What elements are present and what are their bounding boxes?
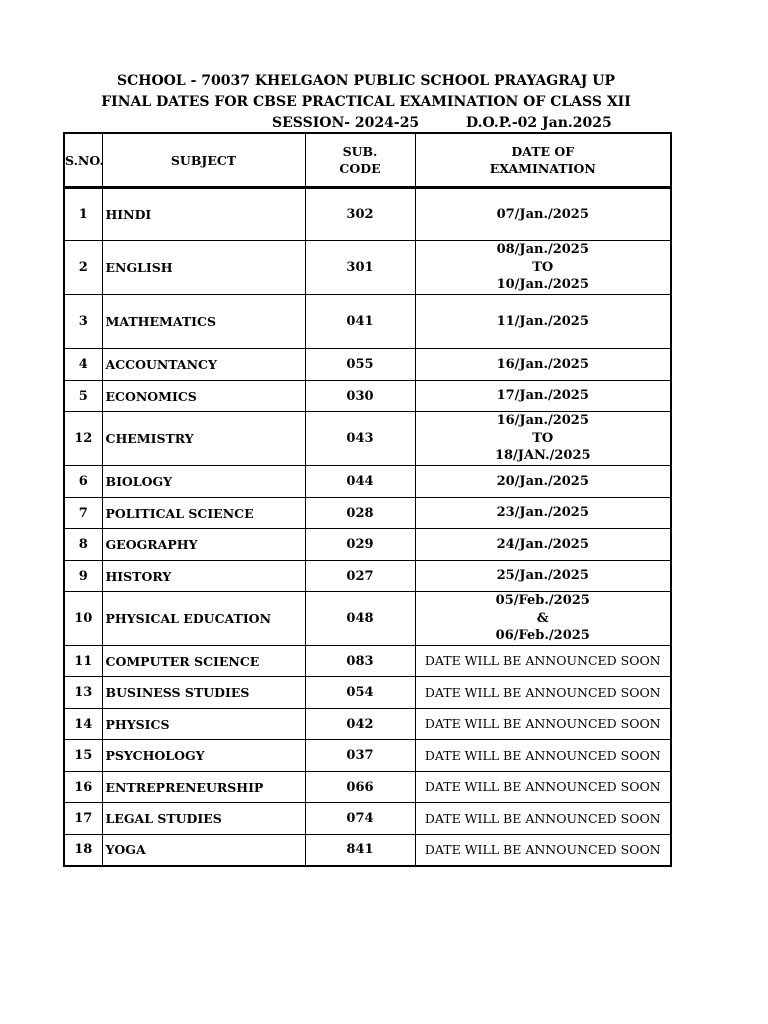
row-subject: LEGAL STUDIES	[102, 803, 305, 835]
row-date	[415, 677, 671, 709]
exam-schedule-table	[63, 132, 672, 867]
row-date	[415, 561, 671, 592]
row-subject: PSYCHOLOGY	[102, 740, 305, 772]
session-text: SESSION- 2024-25	[272, 115, 420, 131]
row-subject: BIOLOGY	[102, 466, 305, 498]
row-date-line: &	[536, 610, 549, 626]
row-code: 066	[305, 772, 415, 803]
table-row	[64, 803, 671, 835]
table-row	[64, 349, 671, 381]
col-header-sno: S.NO.	[64, 133, 102, 188]
row-date	[415, 740, 671, 772]
row-code: 048	[305, 592, 415, 646]
row-code: 074	[305, 803, 415, 835]
row-date-line: 06/Feb./2025	[495, 628, 590, 644]
row-date-line: TO	[532, 259, 554, 275]
col-header-code	[305, 133, 415, 188]
row-subject: PHYSICS	[102, 709, 305, 740]
row-date-line: DATE WILL BE ANNOUNCED SOON	[424, 779, 661, 795]
row-date	[415, 188, 671, 241]
row-sno: 9	[64, 561, 102, 592]
row-date-line: 17/Jan./2025	[496, 388, 589, 404]
col-header-date	[415, 133, 671, 188]
school-title: SCHOOL - 70037 KHELGAON PUBLIC SCHOOL PRAYAGRAJ UP	[117, 73, 615, 89]
table-row	[64, 498, 671, 529]
table-row	[64, 466, 671, 498]
row-code: 301	[305, 241, 415, 295]
row-date	[415, 349, 671, 381]
row-code: 029	[305, 529, 415, 561]
row-date-line: 24/Jan./2025	[496, 536, 589, 552]
table-row	[64, 561, 671, 592]
table-row	[64, 677, 671, 709]
row-date	[415, 498, 671, 529]
row-code: 054	[305, 677, 415, 709]
row-date-line: 08/Jan./2025	[496, 242, 589, 258]
row-date-line: DATE WILL BE ANNOUNCED SOON	[424, 810, 661, 826]
col-header-code-line2: CODE	[339, 161, 381, 176]
row-date	[415, 646, 671, 677]
row-subject: POLITICAL SCIENCE	[102, 498, 305, 529]
row-date	[415, 241, 671, 295]
row-sno: 6	[64, 466, 102, 498]
dop-text: D.O.P.-02 Jan.2025	[466, 115, 612, 131]
row-subject: MATHEMATICS	[102, 295, 305, 349]
table-row	[64, 295, 671, 349]
row-subject: HINDI	[102, 188, 305, 241]
row-subject: GEOGRAPHY	[102, 529, 305, 561]
row-subject: PHYSICAL EDUCATION	[102, 592, 305, 646]
row-code: 041	[305, 295, 415, 349]
row-date-line: DATE WILL BE ANNOUNCED SOON	[424, 653, 661, 669]
row-date-line: 20/Jan./2025	[496, 473, 589, 489]
row-sno: 10	[64, 592, 102, 646]
row-sno: 2	[64, 241, 102, 295]
table-row	[64, 529, 671, 561]
row-date-line: 25/Jan./2025	[496, 568, 589, 584]
row-date	[415, 772, 671, 803]
row-sno: 3	[64, 295, 102, 349]
row-date-line: DATE WILL BE ANNOUNCED SOON	[424, 747, 661, 763]
row-date-line: 16/Jan./2025	[496, 413, 589, 429]
row-subject: HISTORY	[102, 561, 305, 592]
row-date	[415, 803, 671, 835]
col-header-subject: SUBJECT	[102, 133, 305, 188]
row-subject: ACCOUNTANCY	[102, 349, 305, 381]
table-row	[64, 188, 671, 241]
col-header-date-line2: EXAMINATION	[489, 161, 596, 176]
row-date	[415, 412, 671, 466]
row-subject: ENGLISH	[102, 241, 305, 295]
col-header-date-line1: DATE OF	[511, 144, 575, 159]
row-sno: 14	[64, 709, 102, 740]
row-subject: CHEMISTRY	[102, 412, 305, 466]
table-row	[64, 381, 671, 412]
row-date	[415, 295, 671, 349]
table-row	[64, 772, 671, 803]
exam-title: FINAL DATES FOR CBSE PRACTICAL EXAMINATION OF CLASS XII	[101, 94, 631, 110]
table-row	[64, 646, 671, 677]
row-date	[415, 835, 671, 866]
row-code: 043	[305, 412, 415, 466]
row-sno: 13	[64, 677, 102, 709]
row-sno: 1	[64, 188, 102, 241]
table-row	[64, 709, 671, 740]
table-row	[64, 740, 671, 772]
row-sno: 11	[64, 646, 102, 677]
row-sno: 15	[64, 740, 102, 772]
row-sno: 7	[64, 498, 102, 529]
row-code: 302	[305, 188, 415, 241]
row-sno: 17	[64, 803, 102, 835]
table-row	[64, 241, 671, 295]
row-date	[415, 529, 671, 561]
row-date-line: 10/Jan./2025	[496, 277, 589, 293]
row-sno: 18	[64, 835, 102, 866]
row-code: 841	[305, 835, 415, 866]
row-date-line: 07/Jan./2025	[496, 206, 589, 222]
row-code: 028	[305, 498, 415, 529]
row-code: 055	[305, 349, 415, 381]
row-code: 083	[305, 646, 415, 677]
row-date-line: 23/Jan./2025	[496, 505, 589, 521]
row-sno: 16	[64, 772, 102, 803]
row-date	[415, 381, 671, 412]
row-sno: 8	[64, 529, 102, 561]
row-date-line: TO	[532, 430, 554, 446]
row-date-line: 05/Feb./2025	[495, 593, 590, 609]
row-sno: 4	[64, 349, 102, 381]
row-code: 030	[305, 381, 415, 412]
row-date-line: 11/Jan./2025	[496, 313, 589, 329]
row-date	[415, 709, 671, 740]
row-code: 042	[305, 709, 415, 740]
col-header-code-line1: SUB.	[342, 144, 378, 159]
row-code: 037	[305, 740, 415, 772]
row-date-line: DATE WILL BE ANNOUNCED SOON	[424, 716, 661, 732]
row-code: 044	[305, 466, 415, 498]
row-code: 027	[305, 561, 415, 592]
row-subject: COMPUTER SCIENCE	[102, 646, 305, 677]
row-date	[415, 466, 671, 498]
table-row	[64, 835, 671, 866]
row-sno: 12	[64, 412, 102, 466]
row-subject: ECONOMICS	[102, 381, 305, 412]
row-date-line: 18/JAN./2025	[494, 448, 591, 464]
row-sno: 5	[64, 381, 102, 412]
row-date-line: 16/Jan./2025	[496, 356, 589, 372]
row-subject: ENTREPRENEURSHIP	[102, 772, 305, 803]
table-row	[64, 592, 671, 646]
row-date	[415, 592, 671, 646]
table-row	[64, 412, 671, 466]
row-subject: YOGA	[102, 835, 305, 866]
row-date-line: DATE WILL BE ANNOUNCED SOON	[424, 842, 661, 857]
row-subject: BUSINESS STUDIES	[102, 677, 305, 709]
row-date-line: DATE WILL BE ANNOUNCED SOON	[424, 684, 661, 700]
table-header-row	[64, 133, 671, 188]
